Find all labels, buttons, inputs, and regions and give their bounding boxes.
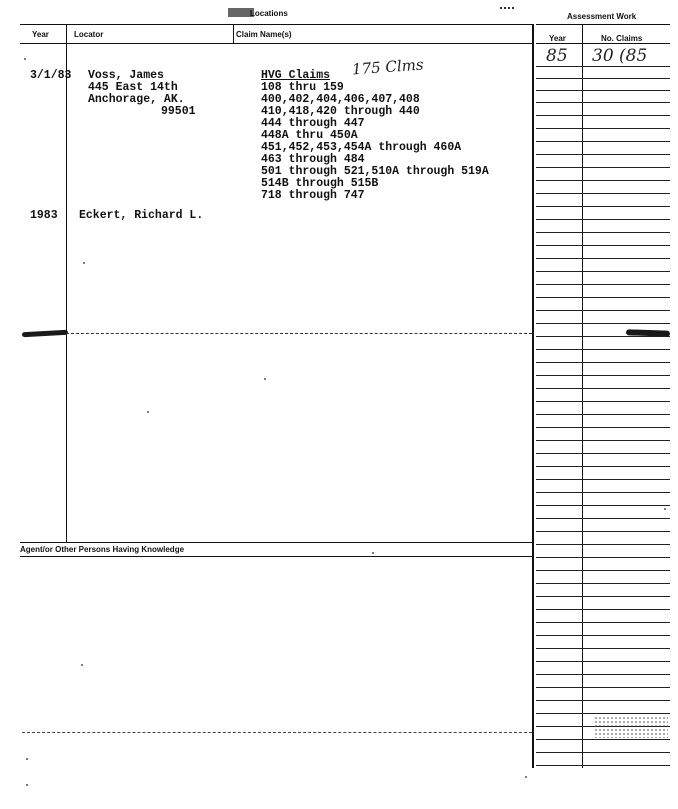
aw-row-line: [536, 453, 670, 454]
aw-row-line: [536, 167, 670, 168]
aw-row-line: [536, 102, 670, 103]
aw-row-line: [536, 518, 670, 519]
aw-row-line: [536, 557, 670, 558]
col-year-header: Year: [32, 30, 49, 39]
locator-2-line-1: Eckert, Richard L.: [79, 209, 204, 222]
aw-row-line: [536, 570, 670, 571]
speck: [372, 552, 374, 554]
aw-row-line: [536, 323, 670, 324]
aw-row-line: [536, 635, 670, 636]
aw-row-line: [536, 661, 670, 662]
speck: [664, 508, 666, 510]
aw-row-line: [536, 271, 670, 272]
locator-1-line-3: Anchorage, AK.: [88, 93, 185, 106]
aw-row-line: [536, 193, 670, 194]
claim-line-6: 451,452,453,454A through 460A: [261, 141, 462, 154]
speck: [525, 776, 527, 778]
agent-bottom-rule: [20, 556, 532, 557]
aw-row-line: [536, 596, 670, 597]
left-smudge: [22, 330, 68, 337]
aw-no-claims-1: 30 (85: [592, 46, 648, 66]
claim-line-8: 501 through 521,510A through 519A: [261, 165, 489, 178]
aw-row-line: [536, 505, 670, 506]
aw-row-line: [536, 752, 670, 753]
claims-title: HVG Claims: [261, 69, 331, 82]
aw-row-line: [536, 583, 670, 584]
header-marks: [500, 7, 514, 14]
aw-row-line: [536, 375, 670, 376]
aw-row-line: [536, 622, 670, 623]
agent-section-label: Agent/or Other Persons Having Knowledge: [20, 545, 185, 554]
aw-row-line: [536, 739, 670, 740]
aw-row-line: [536, 349, 670, 350]
locator-1-line-2: 445 East 14th: [88, 81, 178, 94]
aw-row-line: [536, 66, 670, 67]
locator-1-line-1: Voss, James: [88, 69, 164, 82]
aw-row-line: [536, 219, 670, 220]
aw-row-line: [536, 154, 670, 155]
aw-row-line: [536, 388, 670, 389]
speck: [147, 411, 149, 413]
aw-row-line: [536, 531, 670, 532]
claim-line-4: 444 through 447: [261, 117, 365, 130]
aw-row-line: [536, 78, 670, 79]
aw-row-line: [536, 206, 670, 207]
aw-row-line: [536, 362, 670, 363]
header-bottom-rule-right: [536, 43, 670, 44]
claim-line-7: 463 through 484: [261, 153, 365, 166]
claims-handwritten-note: 175 Clms: [351, 55, 425, 79]
aw-row-line: [536, 648, 670, 649]
aw-row-line: [536, 310, 670, 311]
aw-row-line: [536, 674, 670, 675]
aw-row-line: [536, 427, 670, 428]
entry-year-2: 1983: [30, 209, 58, 222]
assessment-work-title: Assessment Work: [567, 12, 637, 21]
claim-line-10: 718 through 747: [261, 189, 365, 202]
aw-row-line: [536, 466, 670, 467]
aw-row-line: [536, 90, 670, 91]
aw-row-line: [536, 687, 670, 688]
claim-line-5: 448A thru 450A: [261, 129, 358, 142]
top-rule-left: [20, 24, 532, 25]
speck: [24, 58, 26, 60]
aw-row-line: [536, 414, 670, 415]
aw-row-line: [536, 401, 670, 402]
aw-row-line: [536, 258, 670, 259]
claim-line-2: 400,402,404,406,407,408: [261, 93, 420, 106]
col-locator-header: Locator: [74, 30, 104, 39]
col-aw-no-claims-header: No. Claims: [601, 34, 643, 43]
aw-row-line: [536, 245, 670, 246]
claim-line-3: 410,418,420 through 440: [261, 105, 420, 118]
col-aw-year-header: Year: [549, 34, 566, 43]
aw-row-line: [536, 232, 670, 233]
aw-row-line: [536, 765, 670, 766]
claim-line-9: 514B through 515B: [261, 177, 379, 190]
header-bottom-rule-left: [20, 43, 532, 44]
agent-top-rule: [20, 542, 532, 543]
top-rule-right: [536, 24, 670, 25]
scan-noise: [594, 716, 668, 738]
aw-row-line: [536, 284, 670, 285]
col-divider-claims-right: [532, 24, 534, 768]
speck: [83, 262, 85, 264]
aw-row-line: [536, 713, 670, 714]
col-divider-aw: [582, 24, 583, 768]
aw-row-line: [536, 336, 670, 337]
lower-dashed-rule: [22, 732, 532, 733]
aw-row-line: [536, 128, 670, 129]
aw-row-line: [536, 479, 670, 480]
col-divider-year: [66, 24, 67, 542]
entry-year-1: 3/1/83: [30, 69, 72, 82]
aw-row-line: [536, 492, 670, 493]
aw-row-line: [536, 609, 670, 610]
claim-line-1: 108 thru 159: [261, 81, 344, 94]
aw-row-line: [536, 544, 670, 545]
locator-1-line-4: 99501: [161, 105, 196, 118]
col-divider-locator: [233, 24, 234, 44]
speck: [81, 664, 83, 666]
mid-dashed-rule: [66, 333, 532, 334]
aw-row-line: [536, 180, 670, 181]
speck: [26, 758, 28, 760]
speck: [264, 378, 266, 380]
aw-row-line: [536, 297, 670, 298]
aw-row-line: [536, 141, 670, 142]
locations-title: Locations: [250, 9, 288, 18]
aw-year-1: 85: [546, 46, 568, 66]
aw-row-line: [536, 115, 670, 116]
aw-row-line: [536, 700, 670, 701]
aw-row-line: [536, 440, 670, 441]
speck: [26, 784, 28, 786]
col-claim-names-header: Claim Name(s): [236, 30, 292, 39]
